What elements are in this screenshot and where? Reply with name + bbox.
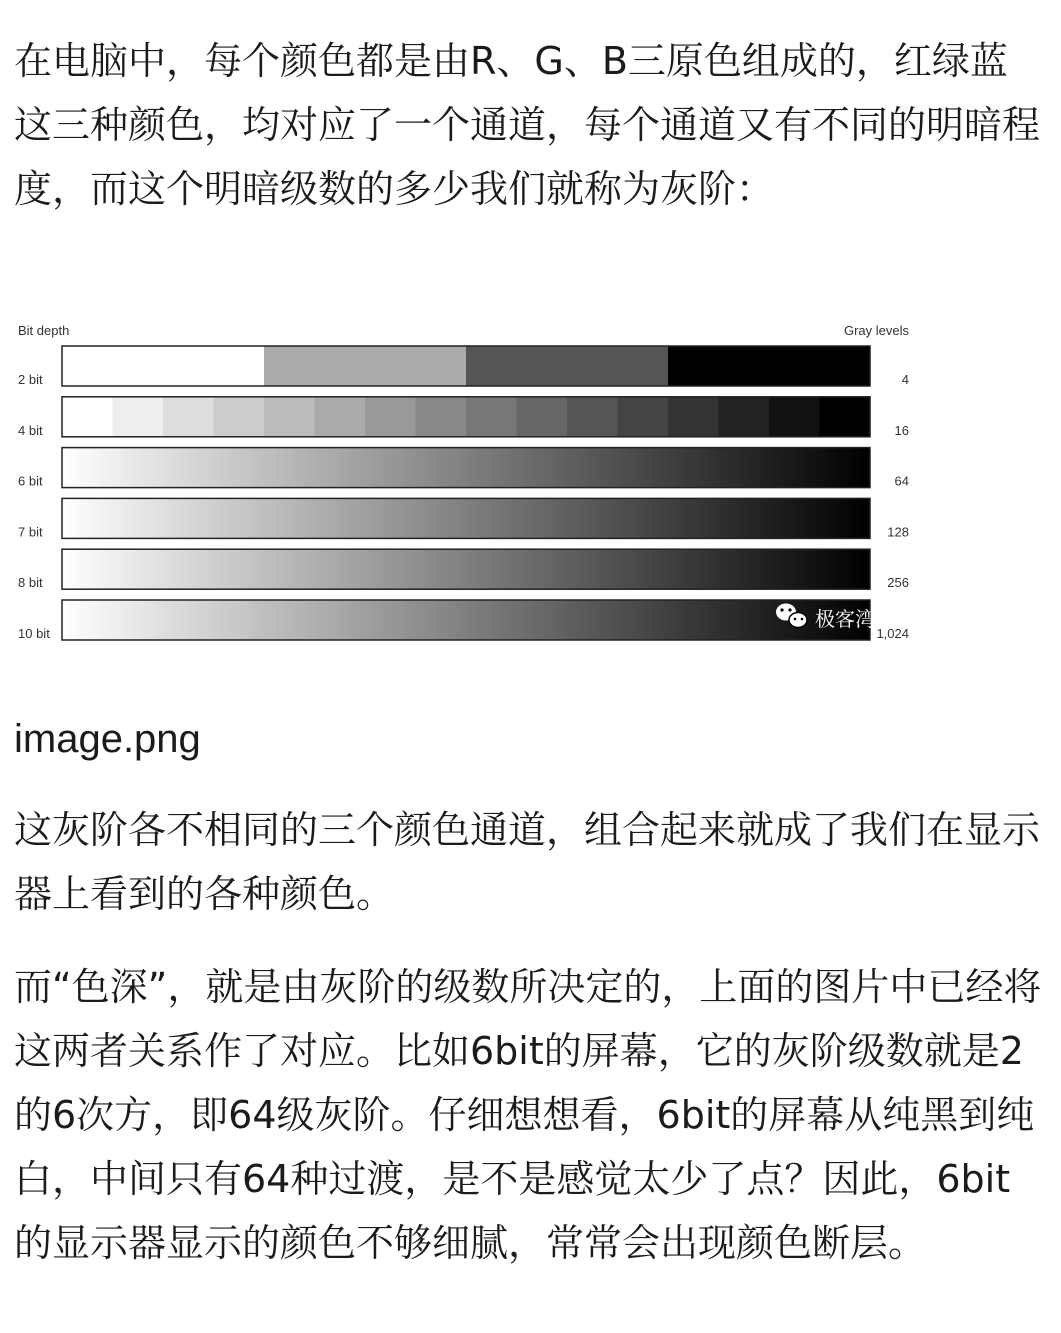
gray-step xyxy=(416,397,467,437)
gray-gradient xyxy=(62,448,870,488)
gray-levels-header: Gray levels xyxy=(843,323,909,338)
gray-levels-label: 4 xyxy=(901,372,909,387)
gray-gradient xyxy=(62,498,870,538)
gray-step xyxy=(62,397,113,437)
gray-levels-label: 16 xyxy=(894,422,909,438)
gradient-row xyxy=(18,498,909,539)
gray-step xyxy=(466,346,669,386)
gradient-row xyxy=(18,549,909,590)
image-caption: image.png xyxy=(14,717,201,761)
gradient-row xyxy=(18,397,909,438)
gray-step xyxy=(618,397,669,437)
gray-step xyxy=(719,397,770,437)
gray-step xyxy=(163,397,214,437)
gradient-row xyxy=(18,346,909,387)
bit-depth-label: 7 bit xyxy=(18,524,43,540)
gray-step xyxy=(315,397,366,437)
gray-step xyxy=(113,397,164,437)
bit-depth-label: 2 bit xyxy=(18,372,43,387)
intro-paragraph: 在电脑中，每个颜色都是由R、G、B三原色组成的，红绿蓝这三种颜色，均对应了一个通道，每个通道又有不同的明暗程度，而这个明暗级数的多少我们就称为灰阶： xyxy=(14,39,1041,211)
gray-levels-label: 128 xyxy=(887,524,909,540)
gray-step xyxy=(264,397,315,437)
gray-step xyxy=(567,397,618,437)
gray-gradient xyxy=(62,600,870,640)
gradient-row xyxy=(18,448,909,489)
gray-step xyxy=(668,397,719,437)
bit-depth-label: 10 bit xyxy=(18,626,50,641)
bit-depth-label: 4 bit xyxy=(18,422,43,438)
watermark-text: 极客湾 xyxy=(815,609,875,631)
gradient-rows xyxy=(18,346,909,641)
gray-levels-diagram xyxy=(14,316,914,646)
gray-gradient xyxy=(62,549,870,589)
bit-depth-label: 8 bit xyxy=(18,575,43,591)
gray-step xyxy=(668,346,871,386)
gray-step xyxy=(214,397,265,437)
gray-levels-label: 64 xyxy=(894,473,909,489)
gray-step xyxy=(264,346,467,386)
gray-levels-label: 256 xyxy=(887,575,909,591)
gray-levels-figure xyxy=(14,316,914,646)
bit-depth-header: Bit depth xyxy=(18,323,70,338)
bit-depth-label: 6 bit xyxy=(18,473,43,489)
channels-paragraph: 这灰阶各不相同的三个颜色通道，组合起来就成了我们在显示器上看到的各种颜色。 xyxy=(14,808,1041,916)
gray-step xyxy=(517,397,568,437)
gray-step xyxy=(466,397,517,437)
gray-step xyxy=(62,346,265,386)
color-depth-paragraph: 而“色深”，就是由灰阶的级数所决定的，上面的图片中已经将这两者关系作了对应。比如6bit的屏幕，它的灰阶级数就是2的6次方，即64级灰阶。仔细想想看，6bit的屏幕从纯黑到纯白，中间只有64种过渡，是不是感觉太少了点？因此，6bit的显示器显示的颜色不够细腻，常常会出现颜色断层。 xyxy=(14,965,1042,1265)
gradient-row xyxy=(18,600,909,641)
gray-step xyxy=(769,397,820,437)
gray-step xyxy=(820,397,871,437)
gray-step xyxy=(365,397,416,437)
gray-levels-label: 1,024 xyxy=(876,626,909,641)
